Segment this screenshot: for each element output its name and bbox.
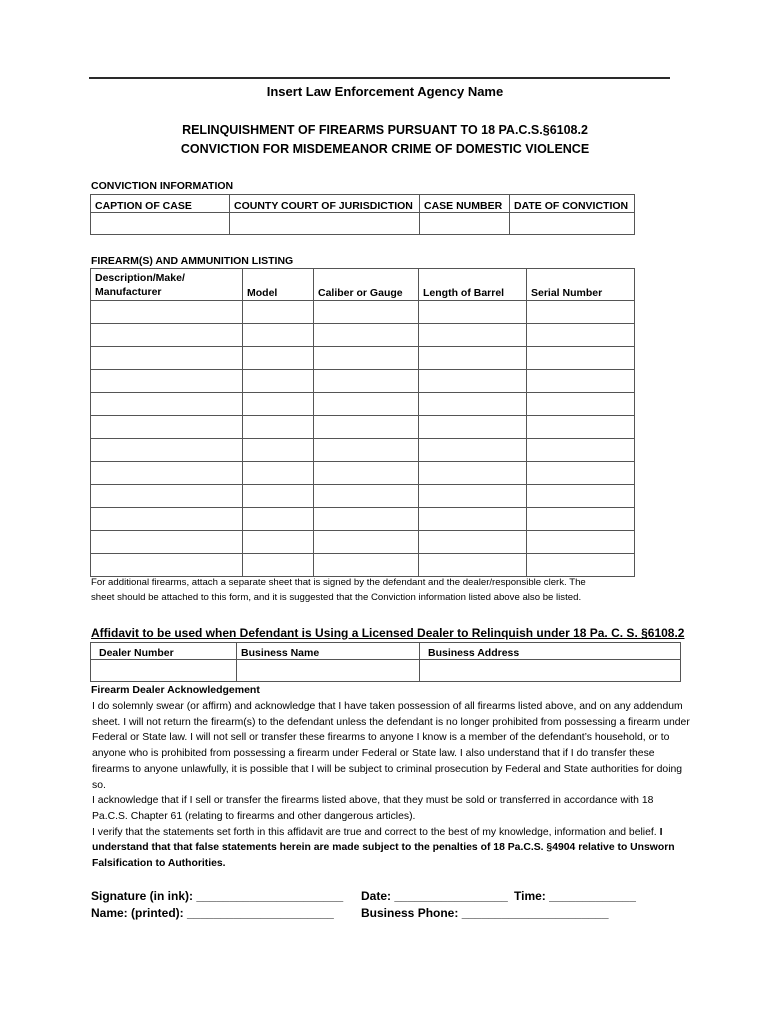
printed-name-line[interactable]: Name: (printed): ______________________ [91, 906, 334, 920]
caption-of-case-field[interactable] [91, 213, 230, 235]
firearm-barrel-length-field[interactable] [419, 554, 527, 577]
firearm-barrel-length-field[interactable] [419, 508, 527, 531]
firearm-model-field[interactable] [243, 370, 314, 393]
firearm-row [91, 324, 635, 347]
acknowledgement-para3-plain: I verify that the statements set forth in this affidavit are true and correct to the best of my knowledge, information and belief. [92, 826, 660, 838]
firearm-caliber-field[interactable] [314, 554, 419, 577]
business-address-field[interactable] [420, 660, 681, 682]
firearm-model-field[interactable] [243, 531, 314, 554]
firearm-model-field[interactable] [243, 508, 314, 531]
top-rule [89, 77, 670, 79]
firearm-model-field[interactable] [243, 485, 314, 508]
firearm-row [91, 485, 635, 508]
firearm-caliber-field[interactable] [314, 462, 419, 485]
firearm-description-field[interactable] [91, 370, 243, 393]
firearm-barrel-length-field[interactable] [419, 462, 527, 485]
firearm-row [91, 554, 635, 577]
col-serial-number: Serial Number [527, 269, 635, 301]
dealer-table [90, 642, 681, 682]
firearm-barrel-length-field[interactable] [419, 531, 527, 554]
acknowledgement-para3-bold: I understand that that false statements herein are made subject to the penalties of 18 Pa.C.S. §4904 relative to Unsworn Falsification to Authorities. [92, 826, 675, 870]
firearm-barrel-length-field[interactable] [419, 370, 527, 393]
firearms-table [90, 268, 635, 577]
firearm-caliber-field[interactable] [314, 416, 419, 439]
firearm-caliber-field[interactable] [314, 370, 419, 393]
firearm-serial-number-field[interactable] [527, 485, 635, 508]
firearm-description-field[interactable] [91, 416, 243, 439]
firearm-model-field[interactable] [243, 439, 314, 462]
business-name-field[interactable] [237, 660, 420, 682]
form-title-line1: RELINQUISHMENT OF FIREARMS PURSUANT TO 18 PA.C.S.§6108.2 [182, 123, 588, 137]
firearm-serial-number-field[interactable] [527, 301, 635, 324]
firearm-model-field[interactable] [243, 324, 314, 347]
acknowledgement-para3 [92, 825, 692, 872]
acknowledgement-para2: I acknowledge that if I sell or transfer the firearms listed above, that they must be sold or transferred in accordance with 18 Pa.C.S. Chapter 61 (relating to firearms and other dangerous articles). [92, 795, 654, 822]
col-description [91, 269, 243, 301]
dealer-number-field[interactable] [91, 660, 237, 682]
date-line[interactable]: Date: _________________ [361, 889, 508, 903]
time-line[interactable]: Time: _____________ [514, 889, 636, 903]
col-case-number: CASE NUMBER [420, 195, 510, 213]
firearm-barrel-length-field[interactable] [419, 393, 527, 416]
conviction-table [90, 194, 635, 235]
firearm-row [91, 370, 635, 393]
acknowledgement-para1: I do solemnly swear (or affirm) and acknowledge that I have taken possession of all firearms listed above, and on any addendum sheet. I will not return the firearm(s) to the defendant unless the defendant is no longer prohibited from possessing a firearm under Federal or State law. I will not sell or transfer these firearms to anyone I know is a member of the defendant’s household, or to anyone who is prohibited from possessing a firearm under Federal or State law. I also understand that if I do transfer these firearms to anyone unlawfully, it is possible that I will be subject to criminal prosecution by Federal and State authorities for doing so. [92, 701, 690, 791]
firearm-caliber-field[interactable] [314, 324, 419, 347]
conviction-section-label: CONVICTION INFORMATION [91, 180, 234, 192]
signature-line[interactable]: Signature (in ink): ______________________ [91, 889, 344, 903]
firearms-header-row [91, 269, 635, 301]
firearm-caliber-field[interactable] [314, 347, 419, 370]
firearm-model-field[interactable] [243, 416, 314, 439]
firearm-row [91, 439, 635, 462]
col-county-court: COUNTY COURT OF JURISDICTION [230, 195, 420, 213]
col-description-line2: Manufacturer [95, 286, 162, 298]
firearm-description-field[interactable] [91, 301, 243, 324]
firearm-serial-number-field[interactable] [527, 370, 635, 393]
form-title-line2: CONVICTION FOR MISDEMEANOR CRIME OF DOMESTIC VIOLENCE [180, 142, 590, 156]
firearm-serial-number-field[interactable] [527, 554, 635, 577]
col-caption-of-case: CAPTION OF CASE [91, 195, 230, 213]
firearm-barrel-length-field[interactable] [419, 347, 527, 370]
firearms-section-label: FIREARM(S) AND AMMUNITION LISTING [91, 255, 294, 267]
firearm-model-field[interactable] [243, 462, 314, 485]
firearm-serial-number-field[interactable] [527, 324, 635, 347]
firearm-caliber-field[interactable] [314, 393, 419, 416]
col-date-of-conviction: DATE OF CONVICTION [510, 195, 635, 213]
firearm-caliber-field[interactable] [314, 531, 419, 554]
firearm-description-field[interactable] [91, 439, 243, 462]
firearm-row [91, 416, 635, 439]
firearm-serial-number-field[interactable] [527, 508, 635, 531]
firearm-serial-number-field[interactable] [527, 462, 635, 485]
col-description-line1: Description/Make/ [95, 272, 185, 284]
firearm-serial-number-field[interactable] [527, 439, 635, 462]
county-court-field[interactable] [230, 213, 420, 235]
firearm-serial-number-field[interactable] [527, 531, 635, 554]
firearm-caliber-field[interactable] [314, 508, 419, 531]
firearm-serial-number-field[interactable] [527, 416, 635, 439]
col-business-address: Business Address [420, 643, 681, 660]
firearm-row [91, 508, 635, 531]
col-model: Model [243, 269, 314, 301]
firearm-serial-number-field[interactable] [527, 347, 635, 370]
acknowledgement-text [92, 699, 692, 872]
firearm-row [91, 531, 635, 554]
firearm-serial-number-field[interactable] [527, 393, 635, 416]
firearm-caliber-field[interactable] [314, 439, 419, 462]
affidavit-heading: Affidavit to be used when Defendant is Using a Licensed Dealer to Relinquish under 18 Pa. C. S. §6108.2 [91, 626, 685, 640]
firearm-description-field[interactable] [91, 508, 243, 531]
firearm-barrel-length-field[interactable] [419, 301, 527, 324]
firearm-model-field[interactable] [243, 347, 314, 370]
firearm-caliber-field[interactable] [314, 301, 419, 324]
acknowledgement-heading: Firearm Dealer Acknowledgement [91, 684, 260, 696]
col-business-name: Business Name [237, 643, 420, 660]
firearm-description-field[interactable] [91, 462, 243, 485]
firearm-barrel-length-field[interactable] [419, 324, 527, 347]
firearm-barrel-length-field[interactable] [419, 439, 527, 462]
firearm-caliber-field[interactable] [314, 485, 419, 508]
firearm-description-field[interactable] [91, 324, 243, 347]
firearm-row [91, 393, 635, 416]
firearm-row [91, 347, 635, 370]
col-barrel-length: Length of Barrel [419, 269, 527, 301]
additional-firearms-note-line2: sheet should be attached to this form, and it is suggested that the Conviction information listed above also be listed. [91, 592, 582, 603]
case-number-field[interactable] [420, 213, 510, 235]
firearm-model-field[interactable] [243, 393, 314, 416]
col-caliber: Caliber or Gauge [314, 269, 419, 301]
firearm-model-field[interactable] [243, 554, 314, 577]
firearm-row [91, 301, 635, 324]
date-of-conviction-field[interactable] [510, 213, 635, 235]
firearm-description-field[interactable] [91, 347, 243, 370]
agency-name: Insert Law Enforcement Agency Name [266, 84, 504, 99]
firearm-description-field[interactable] [91, 393, 243, 416]
business-phone-line[interactable]: Business Phone: ______________________ [361, 906, 609, 920]
col-dealer-number: Dealer Number [91, 643, 237, 660]
firearm-model-field[interactable] [243, 301, 314, 324]
additional-firearms-note-line1: For additional firearms, attach a separate sheet that is signed by the defendant and the dealer/responsible clerk. The [91, 577, 586, 588]
firearm-description-field[interactable] [91, 531, 243, 554]
firearm-barrel-length-field[interactable] [419, 416, 527, 439]
firearm-description-field[interactable] [91, 554, 243, 577]
firearm-barrel-length-field[interactable] [419, 485, 527, 508]
firearm-description-field[interactable] [91, 485, 243, 508]
firearm-row [91, 462, 635, 485]
